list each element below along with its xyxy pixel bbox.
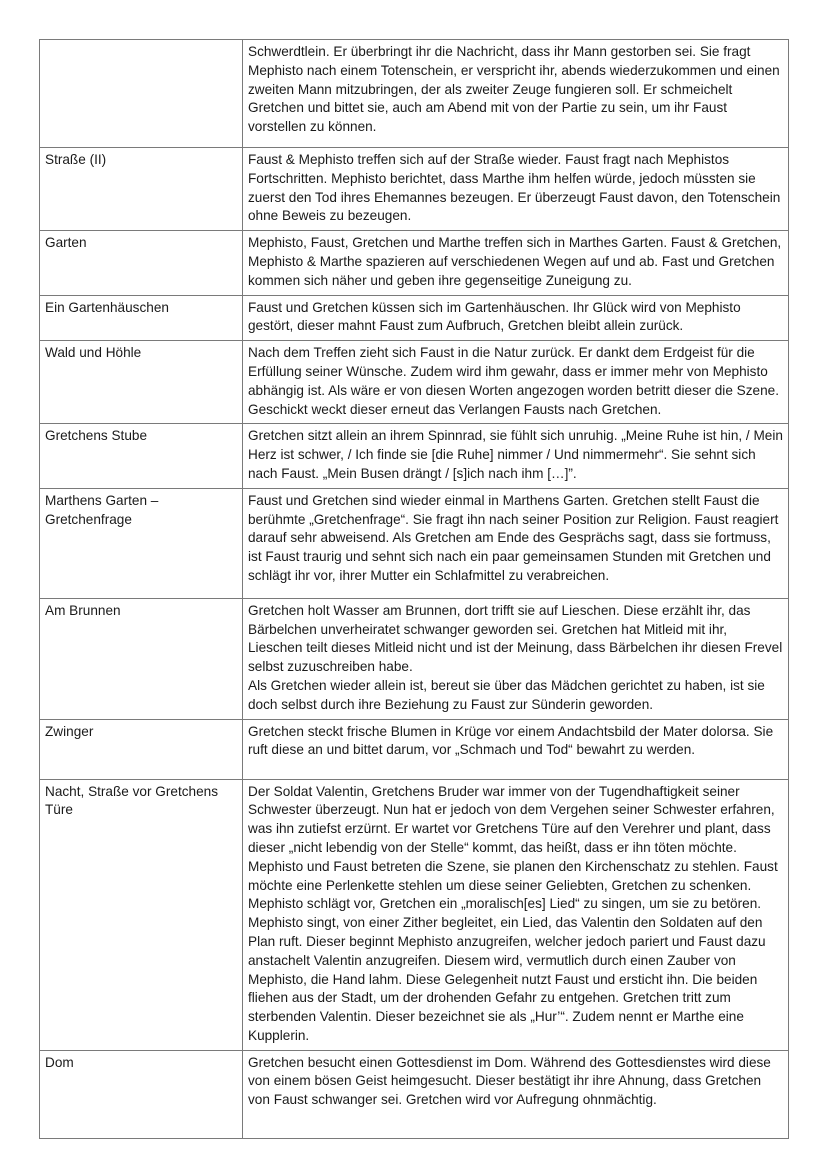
scene-summary-cell <box>243 488 789 598</box>
table-body <box>40 40 789 1139</box>
table-row <box>40 719 789 779</box>
scene-title-cell: Gretchens Stube <box>40 424 243 488</box>
table-row <box>40 488 789 598</box>
scene-title-cell: Ein Gartenhäuschen <box>40 295 243 341</box>
table-row <box>40 424 789 488</box>
scene-summary-cell <box>243 148 789 231</box>
table-row <box>40 40 789 148</box>
scene-summary-cell <box>243 1050 789 1138</box>
table-row <box>40 231 789 295</box>
scene-summary-cell <box>243 295 789 341</box>
summary-paragraph: Faust und Gretchen sind wieder einmal in Marthens Garten. Gretchen stellt Faust die berühmte „Gretchenfrage“. Sie fragt ihn nach seiner Position zur Religion. Faust reagiert darauf sehr abweisend. Als Gretchen am Ende des Gesprächs sagt, dass sie fortmuss, ist Faust traurig und sehnt sich nach ein paar gemeinsamen Stunden mit Gretchen und schlägt ihr vor, ihrer Mutter ein Schlafmittel zu verabreichen. <box>248 492 779 583</box>
scene-title-cell: Straße (II) <box>40 148 243 231</box>
scene-summary-cell <box>243 779 789 1050</box>
summary-paragraph: Nach dem Treffen zieht sich Faust in die Natur zurück. Er dankt dem Erdgeist für die Erfüllung seiner Wünsche. Zudem wird ihm gewahr, dass er immer mehr von Mephisto abhängig ist. Als wäre er von diesen Worten angezogen worden betritt dieser die Szene. Geschickt weckt dieser erneut das Verlangen Fausts nach Gretchen. <box>248 345 779 417</box>
scene-title-cell: Zwinger <box>40 719 243 779</box>
table-row <box>40 295 789 341</box>
scene-title-cell: Garten <box>40 231 243 295</box>
summary-paragraph: Als Gretchen wieder allein ist, bereut sie über das Mädchen gerichtet zu haben, ist sie doch selbst durch ihre Beziehung zu Faust zur Sünderin geworden. <box>248 677 765 712</box>
table-row <box>40 1050 789 1138</box>
scene-summary-table <box>39 39 789 1139</box>
summary-paragraph: Der Soldat Valentin, Gretchens Bruder war immer von der Tugendhaftigkeit seiner Schwester überzeugt. Nun hat er jedoch von dem Vergehen seiner Schwester erfahren, was ihn zutiefst erzürnt. Er wartet vor Gretchens Türe auf den Verehrer und plant, dass dieser „nicht lebendig von der Stelle“ kommt, das heißt, dass er ihn töten möchte. Mephisto und Faust betreten die Szene, sie planen den Kirchenschatz zu stehlen. Faust möchte eine Perlenkette stehlen um diese seiner Geliebten, Gretchen zu schenken. Mephisto schlägt vor, Gretchen ein „moralisch[es] Lied“ zu singen, um sie zu betören. Mephisto singt, von einer Zither begleitet, ein Lied, das Valentin den Soldaten auf den Plan ruft. Dieser beginnt Mephisto anzugreifen, welcher jedoch pariert und Faust dazu anstachelt Valentin anzugreifen. Diesem wird, vermutlich durch einen Zauber von Mephisto, die Hand lahm. Diese Gelegenheit nutzt Faust und ersticht ihn. Die beiden fliehen aus der Stadt, um der drohenden Gefahr zu entgehen. Gretchen tritt zum sterbenden Valentin. Dieser bezeichnet sie als „Hur’“. Zudem nennt er Marthe eine Kupplerin. <box>248 783 778 1043</box>
scene-summary-cell <box>243 598 789 719</box>
summary-paragraph: Gretchen steckt frische Blumen in Krüge vor einem Andachtsbild der Mater dolorsa. Sie ruft diese an und bittet darum, vor „Schmach und Tod“ bewahrt zu werden. <box>248 723 774 758</box>
scene-summary-cell <box>243 341 789 424</box>
summary-paragraph: Gretchen holt Wasser am Brunnen, dort trifft sie auf Lieschen. Diese erzählt ihr, das Bärbelchen unverheiratet schwanger geworden sei. Gretchen hat Mitleid mit ihr, Lieschen teilt dieses Mitleid nicht und ist der Meinung, dass Bärbelchen ihr diesen Frevel selbst zuzuschreiben habe. <box>248 602 783 675</box>
summary-paragraph: Faust & Mephisto treffen sich auf der Straße wieder. Faust fragt nach Mephistos Fortschritten. Mephisto berichtet, dass Marthe ihm helfen würde, jedoch müssten sie zuerst den Tod ihres Ehemannes bezeugen. Er überzeugt Faust davon, den Totenschein ohne Beweis zu bezeugen. <box>248 152 781 224</box>
scene-title-cell <box>40 40 243 148</box>
summary-paragraph: Faust und Gretchen küssen sich im Gartenhäuschen. Ihr Glück wird von Mephisto gestört, dieser mahnt Faust zum Aufbruch, Gretchen bleibt allein zurück. <box>248 299 741 334</box>
table-row <box>40 341 789 424</box>
scene-summary-cell <box>243 231 789 295</box>
scene-title-cell: Wald und Höhle <box>40 341 243 424</box>
scene-title-cell: Am Brunnen <box>40 598 243 719</box>
table-row <box>40 598 789 719</box>
scene-summary-cell <box>243 719 789 779</box>
scene-summary-cell <box>243 424 789 488</box>
scene-title-cell: Nacht, Straße vor Gretchens Türe <box>40 779 243 1050</box>
summary-paragraph: Gretchen besucht einen Gottesdienst im Dom. Während des Gottesdienstes wird diese von einem bösen Geist heimgesucht. Dieser bestätigt ihr ihre Ahnung, dass Gretchen von Faust schwanger sei. Gretchen wird vor Aufregung ohnmächtig. <box>248 1054 771 1108</box>
table-row <box>40 779 789 1050</box>
scene-title-cell: Marthens Garten – Gretchenfrage <box>40 488 243 598</box>
scene-title-cell: Dom <box>40 1050 243 1138</box>
summary-paragraph: Mephisto, Faust, Gretchen und Marthe treffen sich in Marthes Garten. Faust & Gretchen, Mephisto & Marthe spazieren auf verschiedenen Wegen auf und ab. Fast und Gretchen kommen sich näher und geben ihre gegenseitige Zuneigung zu. <box>248 235 782 288</box>
summary-paragraph: Gretchen sitzt allein an ihrem Spinnrad, sie fühlt sich unruhig. „Meine Ruhe ist hin, / Mein Herz ist schwer, / Ich finde sie [die Ruhe] nimmer / Und nimmermehr“. Sie sehnt sich nach Faust. „Mein Busen drängt / [s]ich nach ihm […]”. <box>248 428 783 481</box>
scene-summary-cell <box>243 40 789 148</box>
table-row <box>40 148 789 231</box>
summary-paragraph: Schwerdtlein. Er überbringt ihr die Nachricht, dass ihr Mann gestorben sei. Sie fragt Mephisto nach einem Totenschein, er verspricht ihr, abends wiederzukommen und einen zweiten Mann mitzubringen, der als zweiter Zeuge fungieren soll. Er schmeichelt Gretchen und bittet sie, auch am Abend mit von der Partie zu sein, um ihr Faust vorstellen zu können. <box>248 44 780 135</box>
